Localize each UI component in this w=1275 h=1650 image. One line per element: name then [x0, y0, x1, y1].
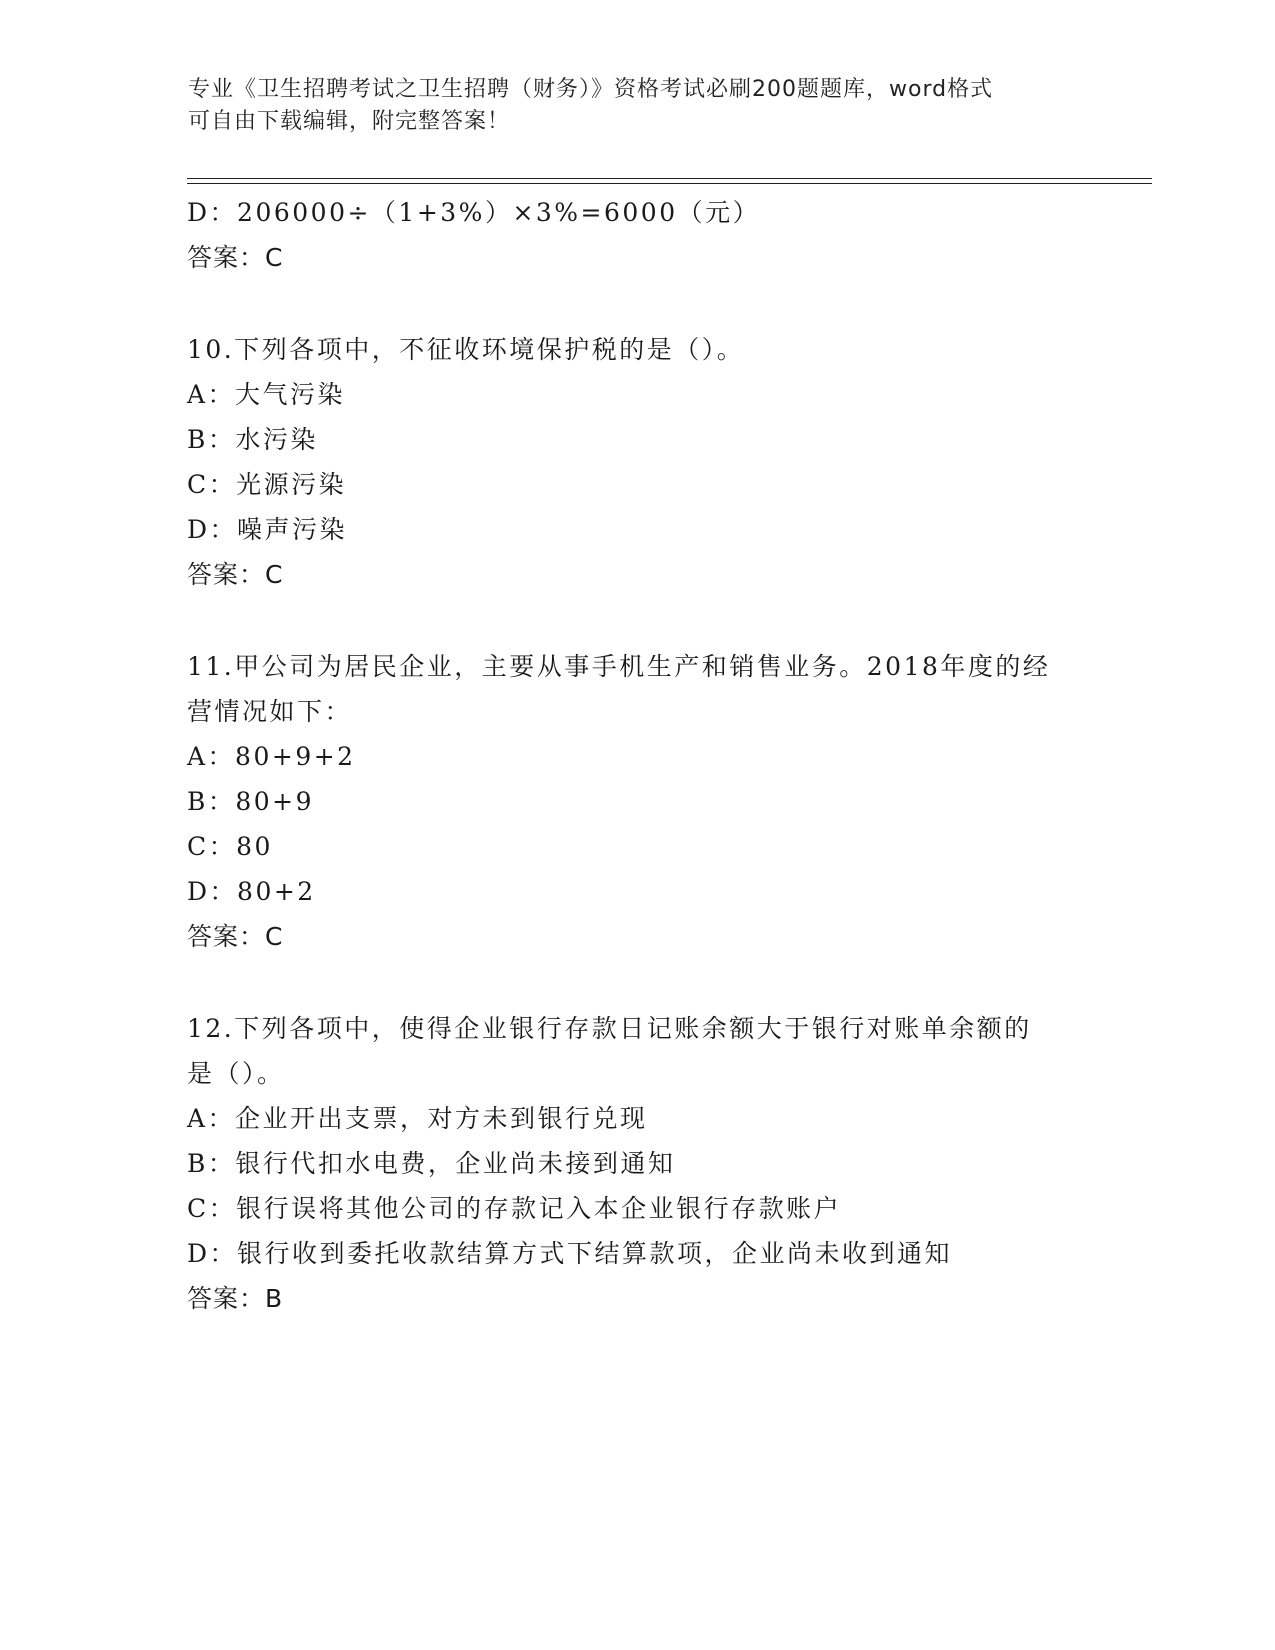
- question-stem: 12.下列各项中，使得企业银行存款日记账余额大于银行对账单余额的: [187, 1014, 1032, 1043]
- option-d: D：银行收到委托收款结算方式下结算款项，企业尚未收到通知: [187, 1239, 953, 1268]
- question-content: [187, 190, 1087, 1321]
- spacer: [187, 280, 1087, 327]
- question-12: [187, 1006, 1087, 1321]
- option-b: B：水污染: [187, 425, 318, 454]
- option-b: B：银行代扣水电费，企业尚未接到通知: [187, 1149, 676, 1178]
- header-line-1: 专业《卫生招聘考试之卫生招聘（财务）》资格考试必刷200题题库，word格式: [188, 77, 994, 102]
- answer-line: 答案：C: [187, 560, 284, 589]
- option-b: B：80+9: [187, 787, 315, 816]
- option-d: D：80+2: [187, 877, 316, 906]
- option-d: D：206000÷（1+3%）×3%=6000（元）: [187, 198, 761, 227]
- option-a: A：企业开出支票，对方未到银行兑现: [187, 1104, 648, 1133]
- header-divider-bottom: [187, 183, 1152, 184]
- question-stem: 11.甲公司为居民企业，主要从事手机生产和销售业务。2018年度的经: [187, 652, 1051, 681]
- option-a: A：80+9+2: [187, 742, 356, 771]
- header-divider-top: [187, 178, 1152, 179]
- answer-line: 答案：B: [187, 1284, 284, 1313]
- option-c: C：光源污染: [187, 470, 347, 499]
- option-c: C：银行误将其他公司的存款记入本企业银行存款账户: [187, 1194, 842, 1223]
- question-10: [187, 327, 1087, 597]
- page-header: [188, 74, 1088, 138]
- option-c: C：80: [187, 832, 273, 861]
- answer-line: 答案：C: [187, 243, 284, 272]
- question-stem-continued: 营情况如下：: [187, 697, 353, 726]
- question-11: [187, 644, 1087, 959]
- header-line-2: 可自由下载编辑，附完整答案！: [188, 109, 511, 134]
- spacer: [187, 959, 1087, 1006]
- option-d: D：噪声污染: [187, 515, 348, 544]
- previous-question-tail: [187, 190, 1087, 280]
- spacer: [187, 597, 1087, 644]
- answer-line: 答案：C: [187, 922, 284, 951]
- question-stem: 10.下列各项中，不征收环境保护税的是（）。: [187, 335, 745, 364]
- option-a: A：大气污染: [187, 380, 346, 409]
- question-stem-continued: 是（）。: [187, 1059, 285, 1088]
